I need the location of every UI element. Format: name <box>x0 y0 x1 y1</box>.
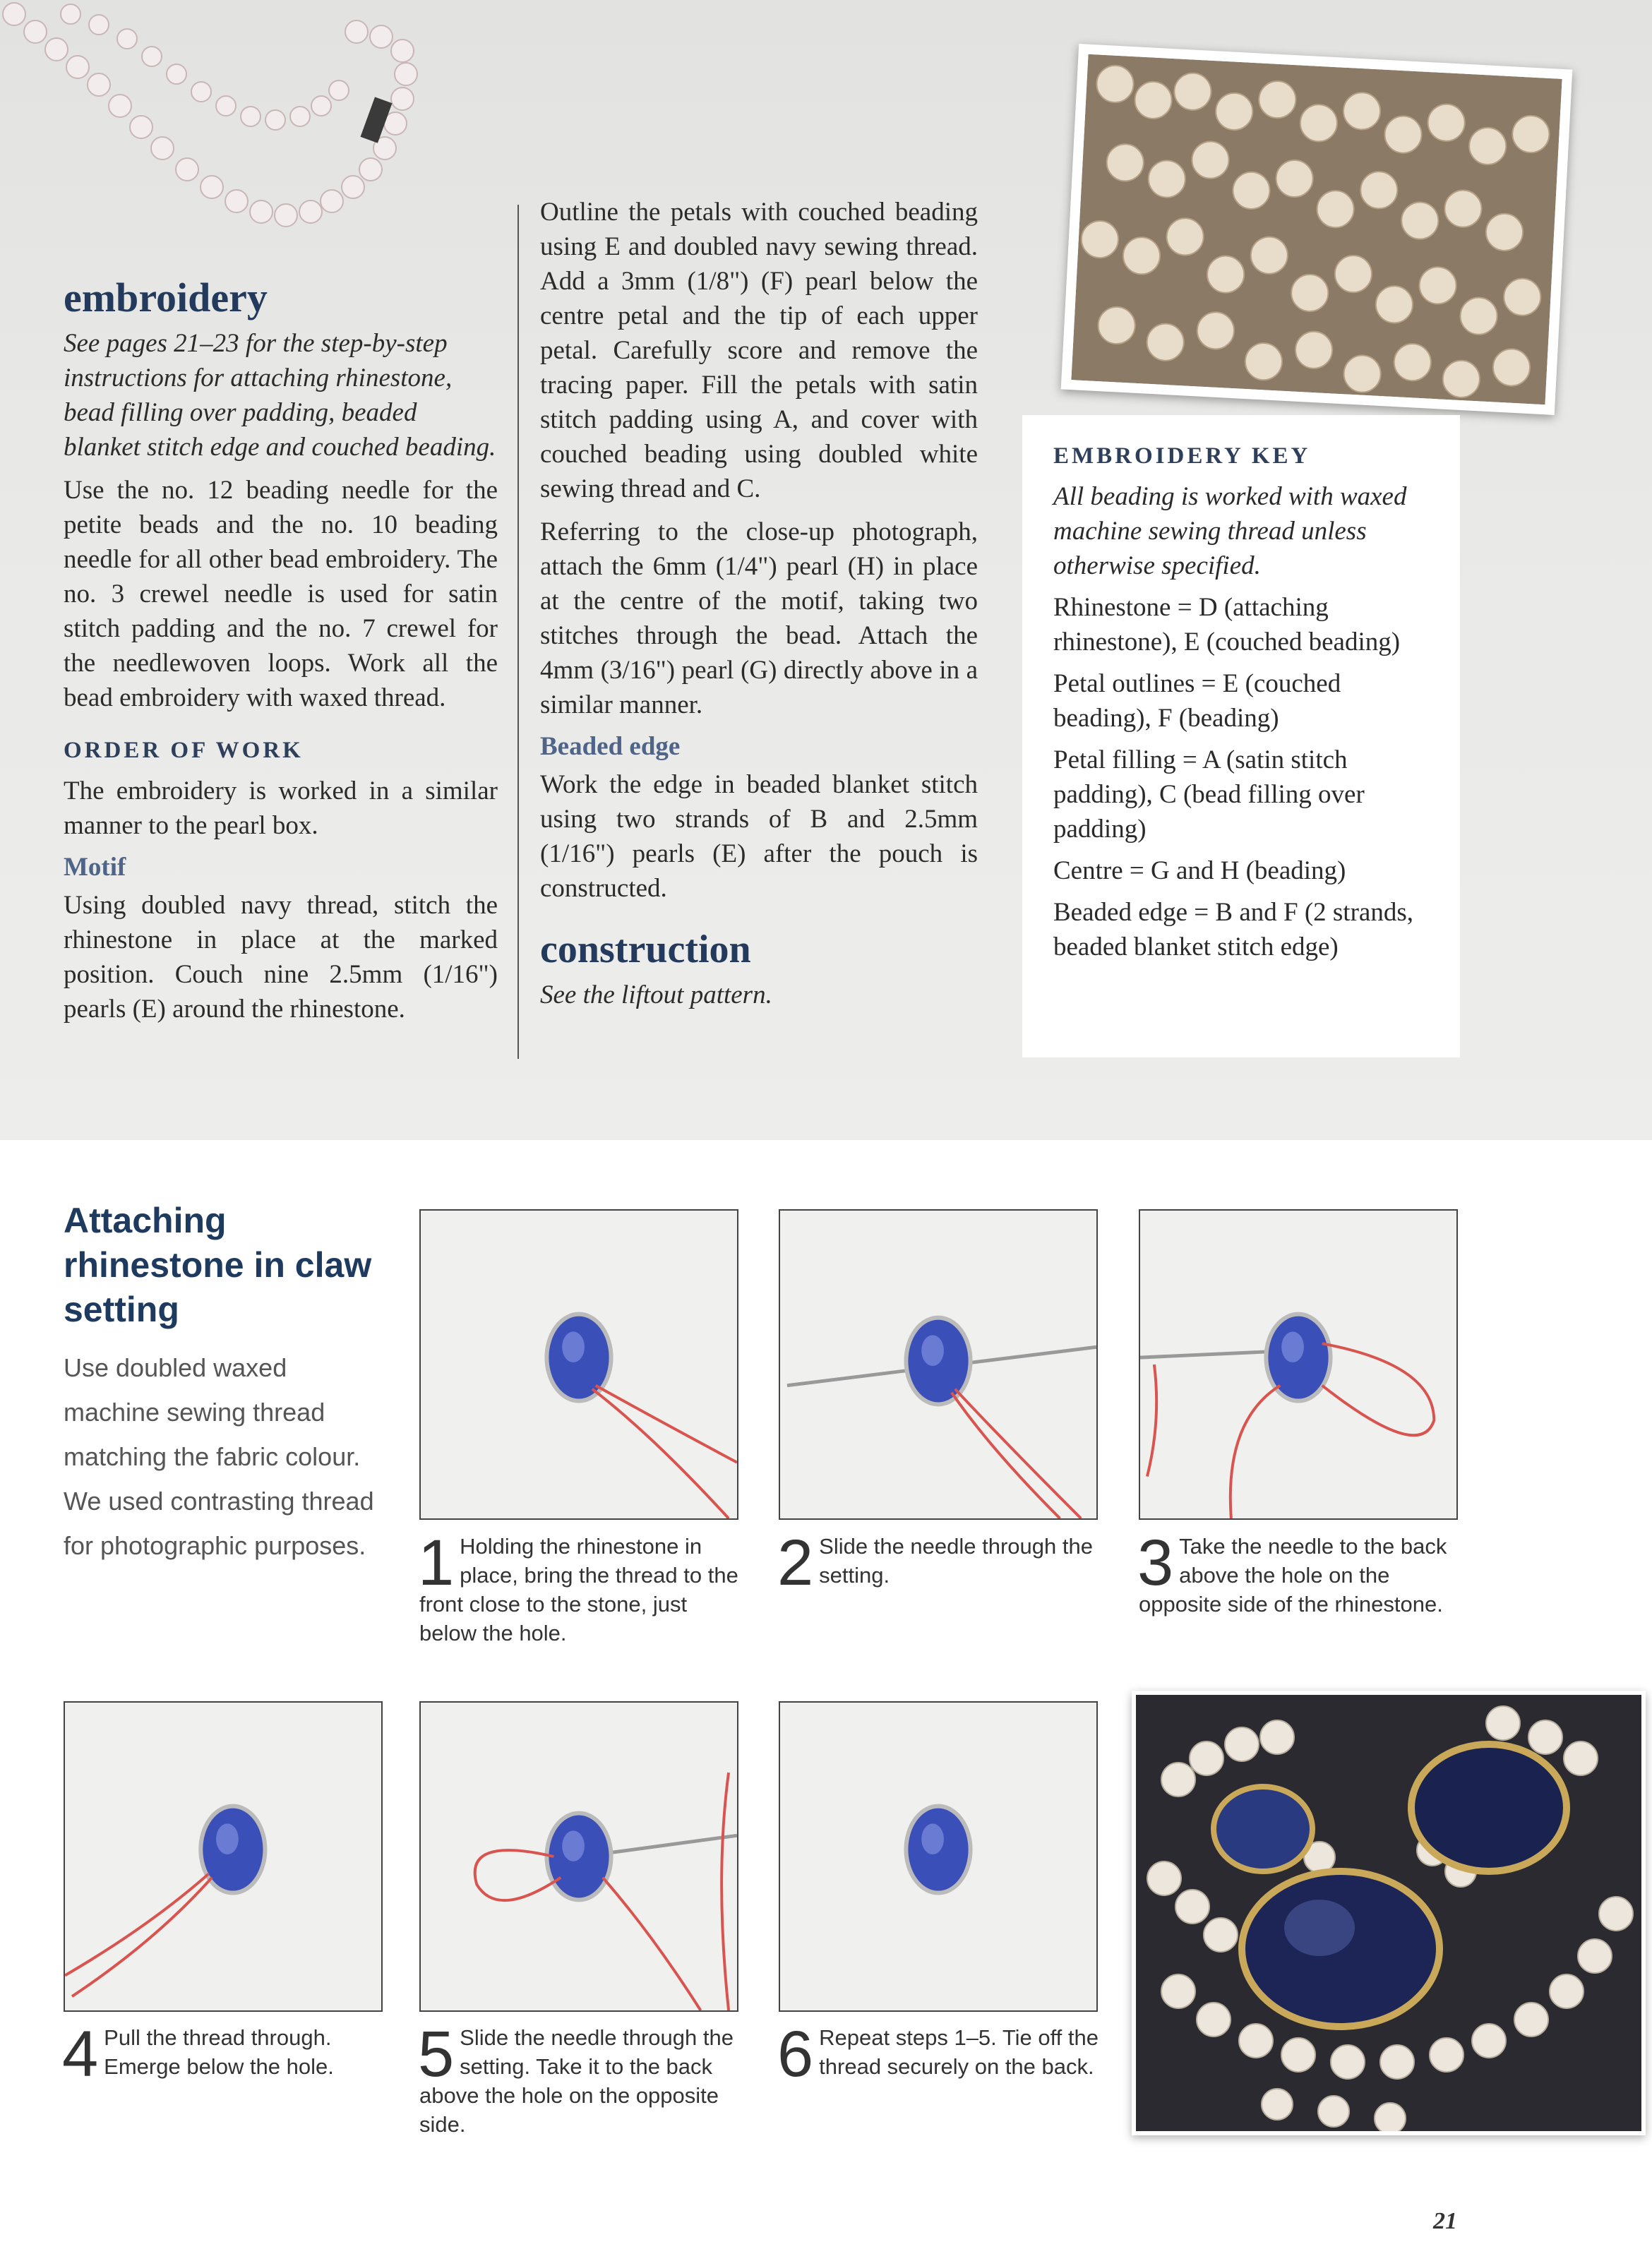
pearl-attach-text: Referring to the close-up photograph, attach the 6mm (1/4") pearl (H) in place at the centre of the motif, taking two stitches through the bead. Attach the 4mm (3/16") pearl (G) directly above in a similar manner. <box>540 517 978 719</box>
embroidery-key-box <box>1022 415 1460 1057</box>
key-item-rhinestone: Rhinestone = D (attaching rhinestone), E (couched beading) <box>1053 593 1401 656</box>
step-6-text: Repeat steps 1–5. Tie off the thread securely on the back. <box>819 2025 1099 2079</box>
construction-heading: construction <box>540 928 751 971</box>
step-4-number: 4 <box>62 2018 99 2090</box>
step-5-caption <box>418 2018 744 2139</box>
embroidery-intro: See pages 21–23 for the step-by-step instructions for attaching rhinestone, bead filling over padding, beaded blanket stitch edge and couched beading. <box>64 329 496 462</box>
step-6-photo <box>779 1701 1098 2012</box>
step-1-number: 1 <box>418 1527 455 1599</box>
embroidery-key-heading: EMBROIDERY KEY <box>1053 443 1311 469</box>
step-2-number: 2 <box>777 1527 814 1599</box>
column-left <box>64 275 498 1035</box>
step-1-caption <box>418 1527 744 1648</box>
step-5-text: Slide the needle through the setting. Take it to the back above the hole on the opposite side. <box>419 2025 734 2137</box>
step-3-number: 3 <box>1137 1527 1174 1599</box>
step-2-caption <box>777 1527 1103 1599</box>
step-3-caption <box>1137 1527 1464 1619</box>
step-5-photo <box>419 1701 738 2012</box>
motif-heading: Motif <box>64 853 126 882</box>
step-3-photo <box>1139 1209 1458 1520</box>
needle-instructions: Use the no. 12 beading needle for the petite beads and the no. 10 beading needle for all other bead embroidery. The no. 3 crewel needle is used for satin stitch padding and the no. 7 crewel for the needlewoven loops. Work all the bead embroidery with waxed thread. <box>64 476 498 712</box>
column-divider <box>517 205 519 1059</box>
pearl-necklace-image <box>0 0 452 254</box>
key-item-centre: Centre = G and H (beading) <box>1053 856 1346 885</box>
step-1-text: Holding the rhinestone in place, bring the thread to the front close to the stone, just below the hole. <box>419 1534 738 1645</box>
key-item-petal-filling: Petal filling = A (satin stitch padding), C (bead filling over padding) <box>1053 745 1365 844</box>
rhinestone-closeup-photo <box>1132 1691 1646 2135</box>
embroidery-key-intro: All beading is worked with waxed machine sewing thread unless otherwise specified. <box>1053 482 1407 580</box>
step-3-text: Take the needle to the back above the hole on the opposite side of the rhinestone. <box>1139 1534 1447 1617</box>
construction-text: See the liftout pattern. <box>540 980 772 1009</box>
beaded-edge-text: Work the edge in beaded blanket stitch using two strands of B and 2.5mm (1/16") pearls (E) after the pouch is constructed. <box>540 770 978 903</box>
pearls-photo <box>1061 44 1573 415</box>
key-item-beaded-edge: Beaded edge = B and F (2 strands, beaded blanket stitch edge) <box>1053 898 1413 961</box>
step-2-text: Slide the needle through the setting. <box>819 1534 1093 1588</box>
step-6-caption <box>777 2018 1103 2090</box>
beaded-edge-heading: Beaded edge <box>540 732 681 761</box>
page-number: 21 <box>1433 2208 1457 2234</box>
step-4-text: Pull the thread through. Emerge below the hole. <box>104 2025 334 2079</box>
tutorial-title: Attaching rhinestone in claw setting <box>64 1201 372 1329</box>
step-5-number: 5 <box>418 2018 455 2090</box>
order-of-work-text: The embroidery is worked in a similar manner to the pearl box. <box>64 776 498 840</box>
petals-outline-text: Outline the petals with couched beading using E and doubled navy sewing thread. Add a 3mm (1/8") (F) pearl below the centre petal and the tip of each upper petal. Carefully score and remove the tracing paper. Fill the petals with satin stitch padding using A, and cover with couched beading using doubled white sewing thread and C. <box>540 198 978 503</box>
key-item-petal-outlines: Petal outlines = E (couched beading), F (beading) <box>1053 669 1341 733</box>
tutorial-intro: Use doubled waxed machine sewing thread matching the fabric colour. We used contrasting thread for photographic purposes. <box>64 1353 374 1560</box>
order-of-work-heading: ORDER OF WORK <box>64 738 304 763</box>
step-4-caption <box>62 2018 388 2090</box>
motif-text: Using doubled navy thread, stitch the rhinestone in place at the marked position. Couch nine 2.5mm (1/16") pearls (E) around the rhinestone. <box>64 891 498 1024</box>
step-1-photo <box>419 1209 738 1520</box>
step-4-photo <box>64 1701 383 2012</box>
step-2-photo <box>779 1209 1098 1520</box>
step-6-number: 6 <box>777 2018 814 2090</box>
column-middle <box>540 195 978 1021</box>
embroidery-heading: embroidery <box>64 275 268 320</box>
